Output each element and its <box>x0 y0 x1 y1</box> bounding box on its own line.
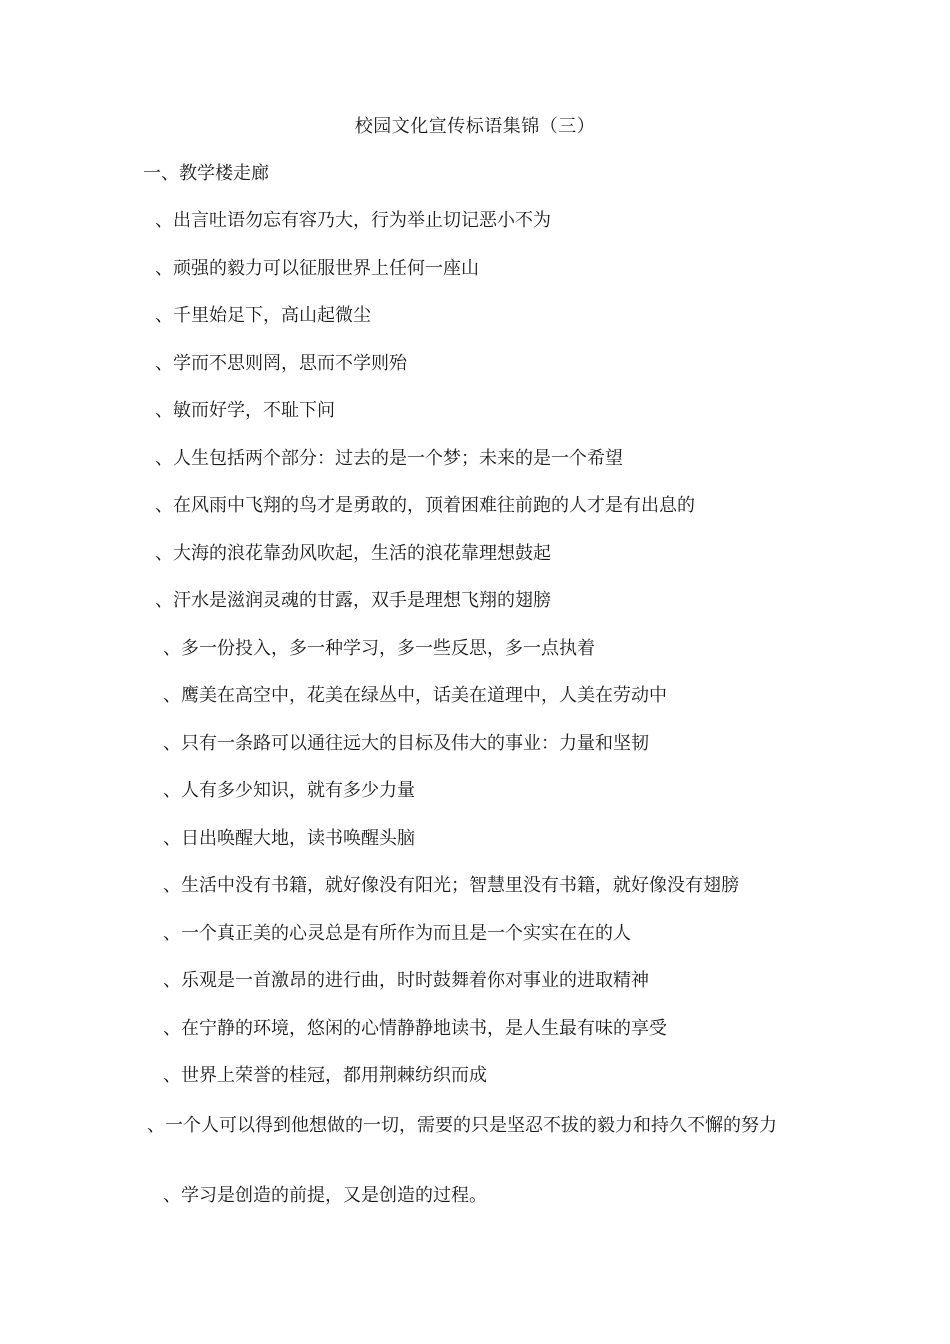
slogan-item: 、一个人可以得到他想做的一切，需要的只是坚忍不拔的毅力和持久不懈的努力 <box>147 1114 777 1136</box>
slogan-item: 、敏而好学，不耻下问 <box>155 400 335 421</box>
slogan-item: 、人生包括两个部分：过去的是一个梦；未来的是一个希望 <box>155 447 623 469</box>
slogan-item: 、人有多少知识，就有多少力量 <box>163 780 415 801</box>
slogan-item: 、在风雨中飞翔的鸟才是勇敢的，顶着困难往前跑的人才是有出息的 <box>155 495 695 516</box>
document-title: 校园文化宣传标语集锦（三） <box>354 116 596 137</box>
slogan-item: 、乐观是一首激昂的进行曲，时时鼓舞着你对事业的进取精神 <box>163 970 649 991</box>
slogan-item: 、千里始足下，高山起微尘 <box>155 305 371 326</box>
slogan-item: 、世界上荣誉的桂冠，都用荆棘纺织而成 <box>163 1065 487 1086</box>
slogan-item: 、日出唤醒大地，读书唤醒头脑 <box>163 827 415 849</box>
slogan-item: 、只有一条路可以通往远大的目标及伟大的事业：力量和坚韧 <box>163 732 649 754</box>
slogan-item: 、出言吐语勿忘有容乃大，行为举止切记恶小不为 <box>155 210 551 231</box>
section-heading: 一、教学楼走廊 <box>143 163 269 184</box>
slogan-item: 、学习是创造的前提，又是创造的过程。 <box>163 1184 487 1206</box>
slogan-item: 、汗水是滋润灵魂的甘露，双手是理想飞翔的翅膀 <box>155 590 551 611</box>
slogan-item: 、在宁静的环境，悠闲的心情静静地读书，是人生最有味的享受 <box>163 1017 667 1039</box>
slogan-list <box>0 208 950 1230</box>
slogan-item: 、多一份投入，多一种学习，多一些反思，多一点执着 <box>163 637 595 659</box>
slogan-item: 、顽强的毅力可以征服世界上任何一座山 <box>155 257 479 279</box>
slogan-item: 、大海的浪花靠劲风吹起，生活的浪花靠理想鼓起 <box>155 542 551 564</box>
slogan-item: 、一个真正美的心灵总是有所作为而且是一个实实在在的人 <box>163 922 631 944</box>
slogan-item: 、生活中没有书籍，就好像没有阳光；智慧里没有书籍，就好像没有翅膀 <box>163 875 739 896</box>
slogan-item: 、学而不思则罔，思而不学则殆 <box>155 352 407 374</box>
slogan-item: 、鹰美在高空中，花美在绿丛中，话美在道理中，人美在劳动中 <box>163 685 667 706</box>
